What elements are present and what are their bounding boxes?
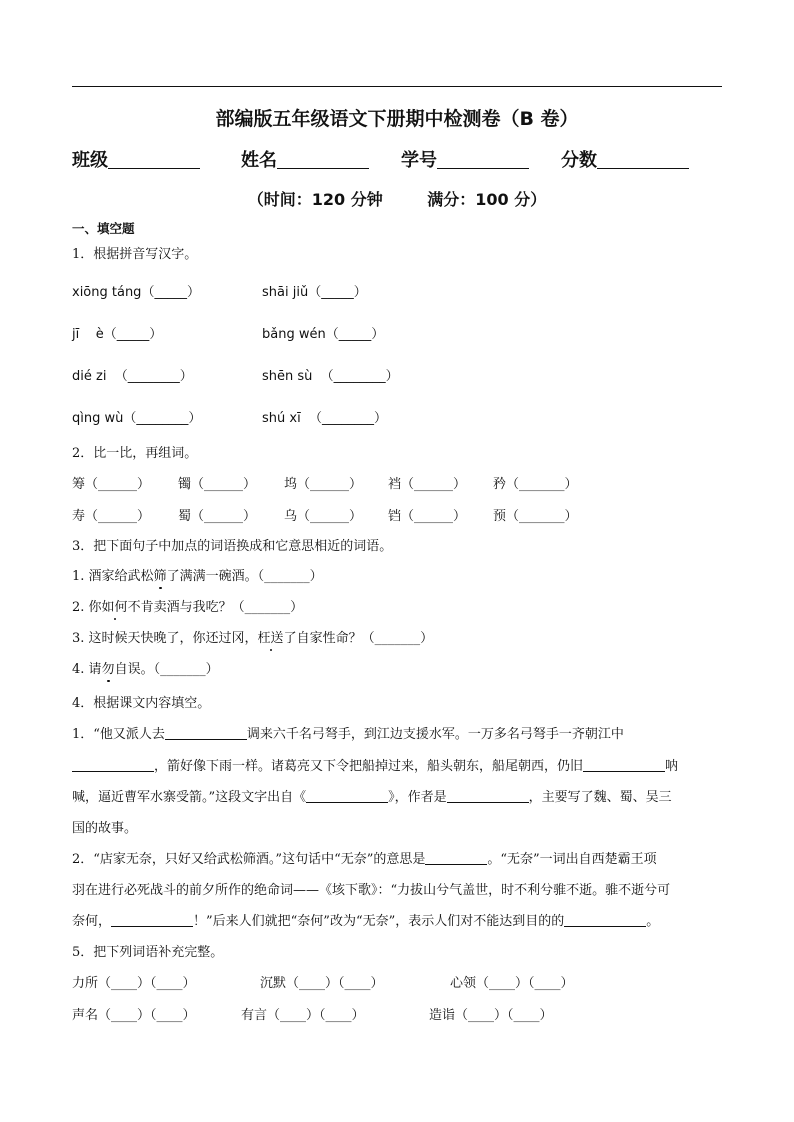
q3-sentence: 1. 酒家给武松筛了满满一碗酒。（_______）: [72, 569, 323, 584]
compare-item: 裆（______）: [388, 477, 467, 492]
name-blank[interactable]: [277, 150, 369, 169]
idiom-item: 沉默（____）（____）: [260, 976, 384, 991]
id-blank[interactable]: [437, 150, 529, 169]
q4-prompt: 4．根据课文内容填空。: [72, 696, 211, 711]
idiom-item: 心领（____）（____）: [450, 976, 574, 991]
q3-sentence: 2. 你如何不肯卖酒与我吃？（_______）: [72, 600, 304, 615]
q4-paragraph-line: 国的故事。: [72, 821, 138, 836]
pinyin-item: bǎng wén（_____）: [262, 327, 385, 342]
answer-blank[interactable]: [447, 789, 529, 803]
answer-blank[interactable]: [564, 913, 646, 927]
pinyin-item: qìng wù（________）: [72, 411, 202, 426]
id-field: 学号: [401, 146, 529, 172]
compare-item: 蜀（______）: [178, 509, 257, 524]
idiom-item: 造诣（____）（____）: [429, 1008, 553, 1023]
q4-paragraph-line: 2．“店家无奈，只好又给武松筛酒。”这句话中“无奈”的意思是 。“无奈”一词出自西楚霸王项: [72, 852, 657, 867]
q1-prompt: 1．根据拼音写汉字。: [72, 247, 198, 262]
pinyin-item: shēn sù （________）: [262, 369, 399, 384]
answer-blank[interactable]: [72, 758, 154, 772]
compare-item: 筹（______）: [72, 477, 151, 492]
page-title: 部编版五年级语文下册期中检测卷（B 卷）: [215, 108, 579, 130]
pinyin-item: jī è（_____）: [72, 327, 163, 342]
answer-blank[interactable]: [306, 789, 388, 803]
idiom-item: 力所（____）（____）: [72, 976, 196, 991]
score-blank[interactable]: [597, 150, 689, 169]
section-heading: 一、填空题: [72, 221, 135, 236]
q3-sentence: 3. 这时候天快晚了，你还过冈，枉送了自家性命？（_______）: [72, 631, 434, 646]
q4-paragraph-line: ，箭好像下雨一样。诸葛亮又下令把船掉过来，船头朝东，船尾朝西，仍旧 呐: [72, 758, 678, 776]
q3-sentence: 4. 请勿自误。（_______）: [72, 662, 219, 677]
class-blank[interactable]: [108, 150, 200, 169]
pinyin-item: shāi jiǔ（_____）: [262, 285, 367, 300]
q4-paragraph-line: 1．“他又派人去 调来六千名弓弩手，到江边支援水军。一万多名弓弩手一齐朝江中: [72, 727, 624, 742]
compare-item: 镯（______）: [178, 477, 257, 492]
q4-paragraph-line: 喊，逼近曹军水寨受箭。”这段文字出自《 》，作者是 ，主要写了魏、蜀、吴三: [72, 790, 672, 805]
q2-prompt: 2．比一比，再组词。: [72, 446, 198, 461]
top-rule: [72, 86, 722, 87]
answer-blank[interactable]: [165, 726, 247, 740]
class-field: 班级: [72, 146, 200, 172]
answer-blank[interactable]: [583, 758, 665, 772]
q4-paragraph-line: 羽在进行必死战斗的前夕所作的绝命词——《垓下歌》：“力拔山兮气盖世，时不利兮骓不逝。骓不逝兮可: [72, 883, 671, 898]
pinyin-item: shú xī （________）: [262, 411, 387, 426]
answer-blank[interactable]: [425, 851, 487, 865]
compare-item: 铛（______）: [388, 509, 467, 524]
q5-prompt: 5．把下列词语补充完整。: [72, 945, 224, 960]
compare-item: 矜（_______）: [493, 477, 578, 492]
idiom-item: 有言（____）（____）: [241, 1008, 365, 1023]
idiom-item: 声名（____）（____）: [72, 1008, 196, 1023]
q3-prompt: 3．把下面句子中加点的词语换成和它意思相近的词语。: [72, 539, 393, 554]
pinyin-item: dié zi （________）: [72, 369, 193, 384]
pinyin-item: xiōng táng（_____）: [72, 285, 200, 300]
compare-item: 坞（______）: [284, 477, 363, 492]
answer-blank[interactable]: [111, 913, 193, 927]
name-field: 姓名: [241, 146, 369, 172]
score-field: 分数: [561, 146, 689, 172]
compare-item: 寿（______）: [72, 509, 151, 524]
compare-item: 乌（______）: [284, 509, 363, 524]
q4-paragraph-line: 奈何， ！”后来人们就把“奈何”改为“无奈”，表示人们对不能达到目的的 。: [72, 914, 660, 929]
compare-item: 预（_______）: [493, 509, 578, 524]
time-score-line: （时间：120 分钟 满分：100 分）: [247, 190, 547, 209]
